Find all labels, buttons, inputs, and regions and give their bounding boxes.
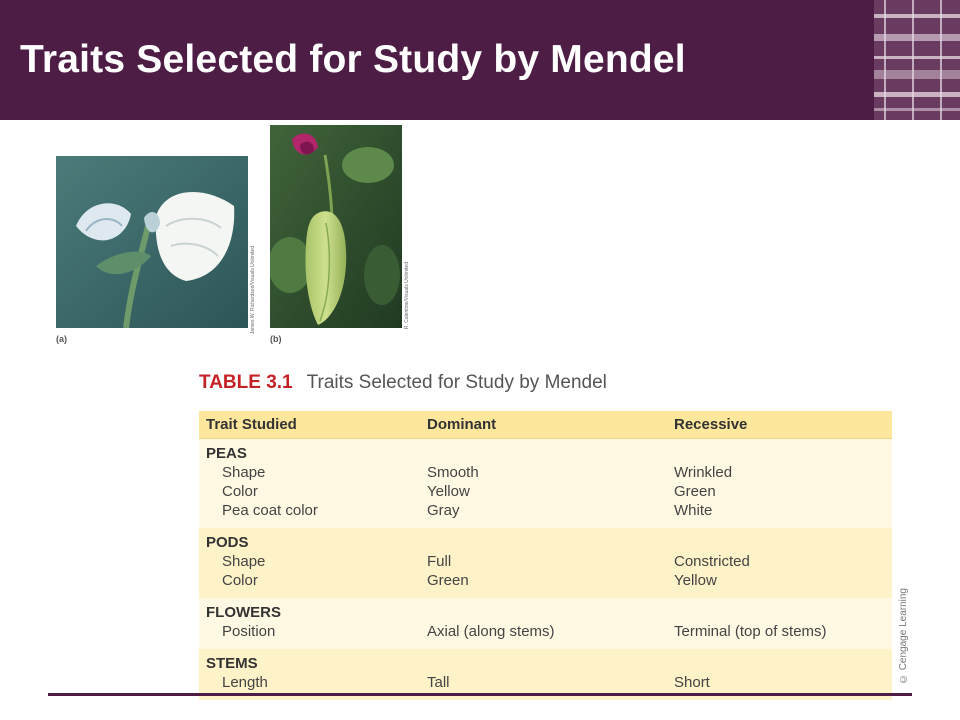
trait-cell: Position xyxy=(199,622,420,649)
dominant-cell: Smooth xyxy=(420,463,667,482)
header-recessive: Recessive xyxy=(667,411,892,439)
table-row xyxy=(199,622,892,649)
group-label: PODS xyxy=(199,528,892,552)
dominant-cell: Yellow xyxy=(420,482,667,501)
recessive-cell: Terminal (top of stems) xyxy=(667,622,892,649)
table-caption xyxy=(199,372,607,394)
pea-pod-photo xyxy=(270,125,402,328)
header-dominant: Dominant xyxy=(420,411,667,439)
photo-a-credit: James W. Richardson/Visuals Unlimited xyxy=(250,246,256,335)
dominant-cell: Axial (along stems) xyxy=(420,622,667,649)
pea-flower-image xyxy=(56,156,248,328)
table-row xyxy=(199,482,892,501)
group-row-pods xyxy=(199,528,892,552)
header-trait-studied: Trait Studied xyxy=(199,411,420,439)
table-row xyxy=(199,571,892,598)
copyright-notice: © Cengage Learning xyxy=(898,588,909,685)
table-header-row xyxy=(199,411,892,439)
group-row-flowers xyxy=(199,598,892,622)
dominant-cell: Tall xyxy=(420,673,667,700)
photo-b-label: (b) xyxy=(270,334,282,344)
dominant-cell: Green xyxy=(420,571,667,598)
recessive-cell: Green xyxy=(667,482,892,501)
slide-title: Traits Selected for Study by Mendel xyxy=(20,38,686,81)
trait-cell: Shape xyxy=(199,463,420,482)
table-row xyxy=(199,552,892,571)
table-row xyxy=(199,501,892,528)
table-number: TABLE 3.1 xyxy=(199,372,293,393)
photo-a-label: (a) xyxy=(56,334,67,344)
trait-cell: Length xyxy=(199,673,420,700)
trait-cell: Shape xyxy=(199,552,420,571)
trait-cell: Pea coat color xyxy=(199,501,420,528)
pea-pod-image xyxy=(270,125,402,328)
group-label: PEAS xyxy=(199,439,892,464)
table-row xyxy=(199,463,892,482)
group-row-stems xyxy=(199,649,892,673)
recessive-cell: White xyxy=(667,501,892,528)
group-label: FLOWERS xyxy=(199,598,892,622)
group-label: STEMS xyxy=(199,649,892,673)
slide-header xyxy=(0,0,960,120)
photo-b-credit: R. Calentine/Visuals Unlimited xyxy=(404,262,410,330)
pea-flower-photo xyxy=(56,156,248,328)
dominant-cell: Gray xyxy=(420,501,667,528)
recessive-cell: Constricted xyxy=(667,552,892,571)
group-row-peas xyxy=(199,439,892,464)
trait-cell: Color xyxy=(199,482,420,501)
footer-divider xyxy=(48,693,912,696)
recessive-cell: Short xyxy=(667,673,892,700)
header-decoration xyxy=(874,0,960,120)
recessive-cell: Wrinkled xyxy=(667,463,892,482)
traits-table xyxy=(199,411,892,700)
trait-cell: Color xyxy=(199,571,420,598)
recessive-cell: Yellow xyxy=(667,571,892,598)
dominant-cell: Full xyxy=(420,552,667,571)
table-caption-text: Traits Selected for Study by Mendel xyxy=(306,372,607,393)
